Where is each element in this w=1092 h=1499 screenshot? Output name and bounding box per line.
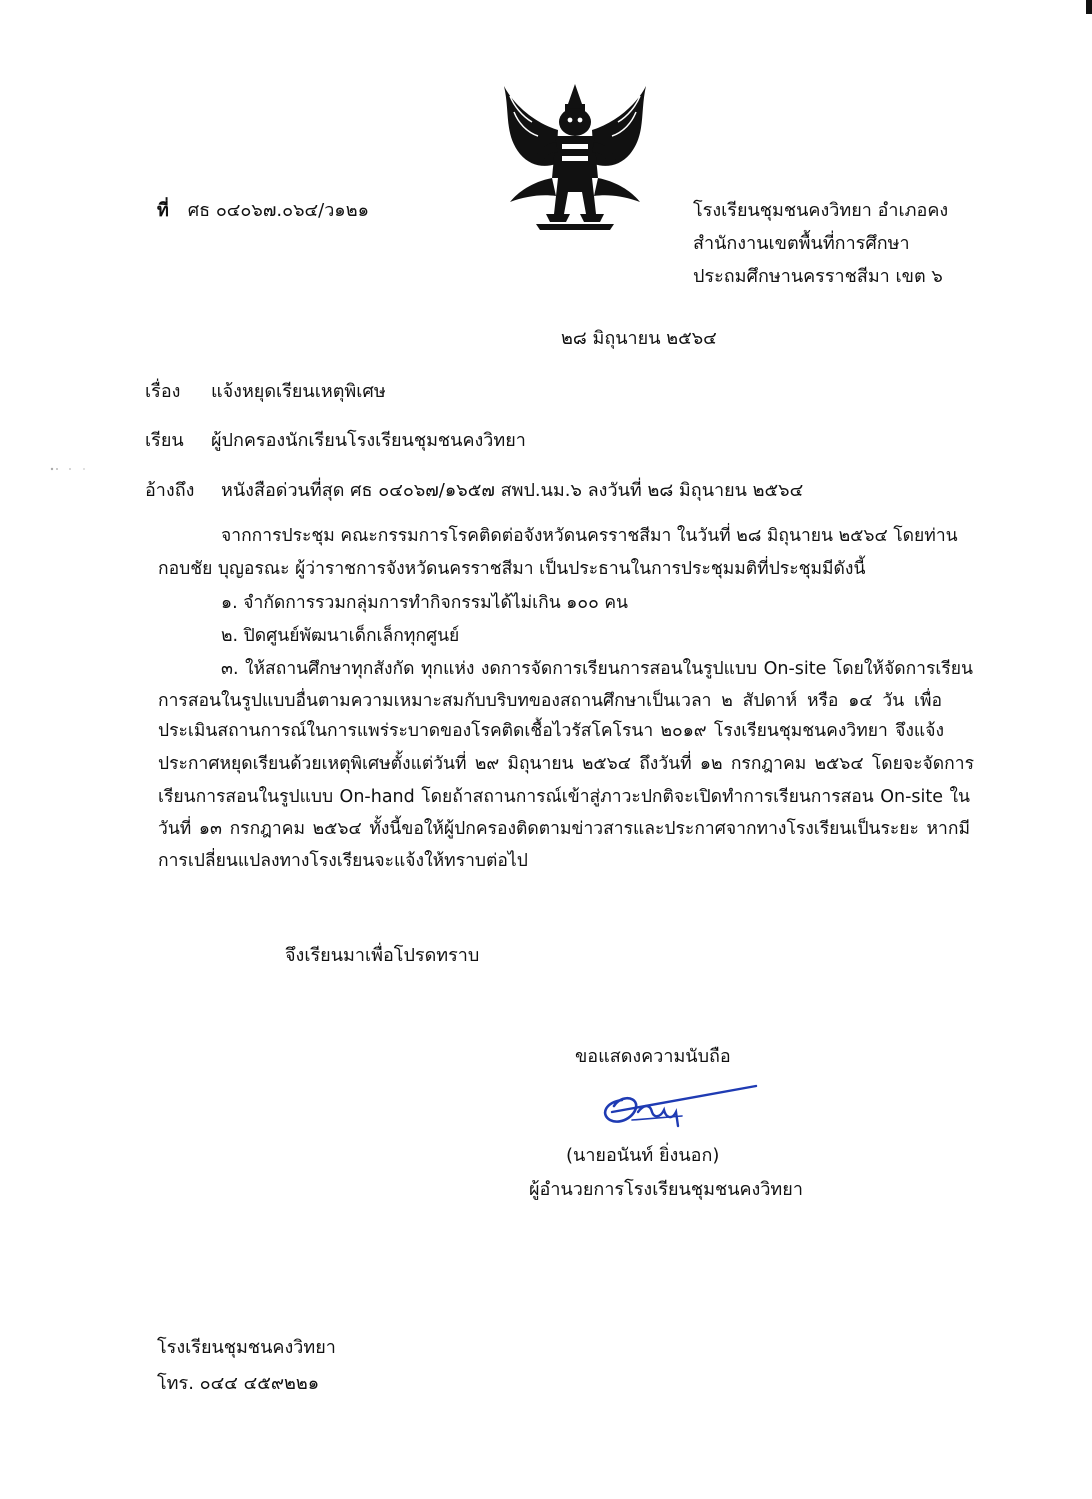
reference-text: หนังสือด่วนที่สุด ศธ ๐๔๐๖๗/๑๖๕๗ สพป.นม.๖ ลงวันที่ ๒๘ มิถุนายน ๒๕๖๔ [221,480,804,501]
recipient-text: ผู้ปกครองนักเรียนโรงเรียนชุมชนคงวิทยา [211,430,526,451]
education-area: ประถมศึกษานครราชสีมา เขต ๖ [693,266,943,287]
ref-label: ที่ [157,200,169,221]
body-list-item: ๑. จำกัดการรวมกลุ่มการทำกิจกรรมได้ไม่เกิน ๑๐๐ คน [221,593,628,613]
signer-name: (นายอนันท์ ยิ่งนอก) [566,1145,720,1166]
body-line: วันที่ ๑๓ กรกฎาคม ๒๕๖๔ ทั้งนี้ขอให้ผู้ปกครองติดตามข่าวสารและประกาศจากทางโรงเรียนเป็นระยะ หากมี [158,819,970,839]
office-name: สำนักงานเขตพื้นที่การศึกษา [693,233,910,254]
subject-text: แจ้งหยุดเรียนเหตุพิเศษ [211,381,386,402]
scan-edge-mark [1086,0,1092,14]
ref-number: ศธ ๐๔๐๖๗.๐๖๔/ว๑๒๑ [187,200,370,221]
body-line: ประเมินสถานการณ์ในการแพร่ระบาดของโรคติดเชื้อไวรัสโคโรนา ๒๐๑๙ โรงเรียนชุมชนคงวิทยา จึงแจ้ง [158,721,944,741]
body-line: จากการประชุม คณะกรรมการโรคติดต่อจังหวัดนครราชสีมา ในวันที่ ๒๘ มิถุนายน ๒๕๖๔ โดยท่าน [221,526,958,546]
signer-position: ผู้อำนวยการโรงเรียนชุมชนคงวิทยา [529,1179,803,1200]
footer-phone: โทร. ๐๔๔ ๔๕๙๒๒๑ [157,1373,320,1394]
handwritten-signature-icon [592,1082,772,1132]
subject-label: เรื่อง [145,381,181,402]
regards-text: ขอแสดงความนับถือ [575,1046,731,1067]
body-list-item: ๒. ปิดศูนย์พัฒนาเด็กเล็กทุกศูนย์ [221,626,460,646]
body-list-item: ๓. ให้สถานศึกษาทุกสังกัด ทุกแห่ง งดการจัดการเรียนการสอนในรูปแบบ On-site โดยให้จัดการเรียน [221,659,973,679]
school-name: โรงเรียนชุมชนคงวิทยา อำเภอคง [693,200,949,221]
scan-smudge [48,457,92,463]
garuda-emblem-icon [492,82,658,232]
recipient-line [145,429,526,453]
reference-line [145,479,803,503]
reference-number-line [157,199,369,223]
letter-date: ๒๘ มิถุนายน ๒๕๖๔ [561,328,717,349]
body-line: การเปลี่ยนแปลงทางโรงเรียนจะแจ้งให้ทราบต่อไป [158,851,528,871]
recipient-label: เรียน [145,430,184,451]
body-line: เรียนการสอนในรูปแบบ On-hand โดยถ้าสถานการณ์เข้าสู่ภาวะปกติจะเปิดทำการเรียนการสอน On-site ใน [158,787,970,807]
subject-line [145,380,386,404]
closing-text: จึงเรียนมาเพื่อโปรดทราบ [285,945,480,966]
body-line: การสอนในรูปแบบอื่นตามความเหมาะสมกับบริบทของสถานศึกษาเป็นเวลา ๒ สัปดาห์ หรือ ๑๔ วัน เพื่อ [158,691,942,711]
footer-school: โรงเรียนชุมชนคงวิทยา [157,1337,336,1358]
body-line: กอบชัย บุญอรณะ ผู้ว่าราชการจังหวัดนครราชสีมา เป็นประธานในการประชุมมติที่ประชุมมีดังนี้ [158,559,866,579]
body-line: ประกาศหยุดเรียนด้วยเหตุพิเศษตั้งแต่วันที่ ๒๙ มิถุนายน ๒๕๖๔ ถึงวันที่ ๑๒ กรกฎาคม ๒๕๖๔ โดยจะจัดการ [158,754,974,774]
reference-label: อ้างถึง [145,480,195,501]
